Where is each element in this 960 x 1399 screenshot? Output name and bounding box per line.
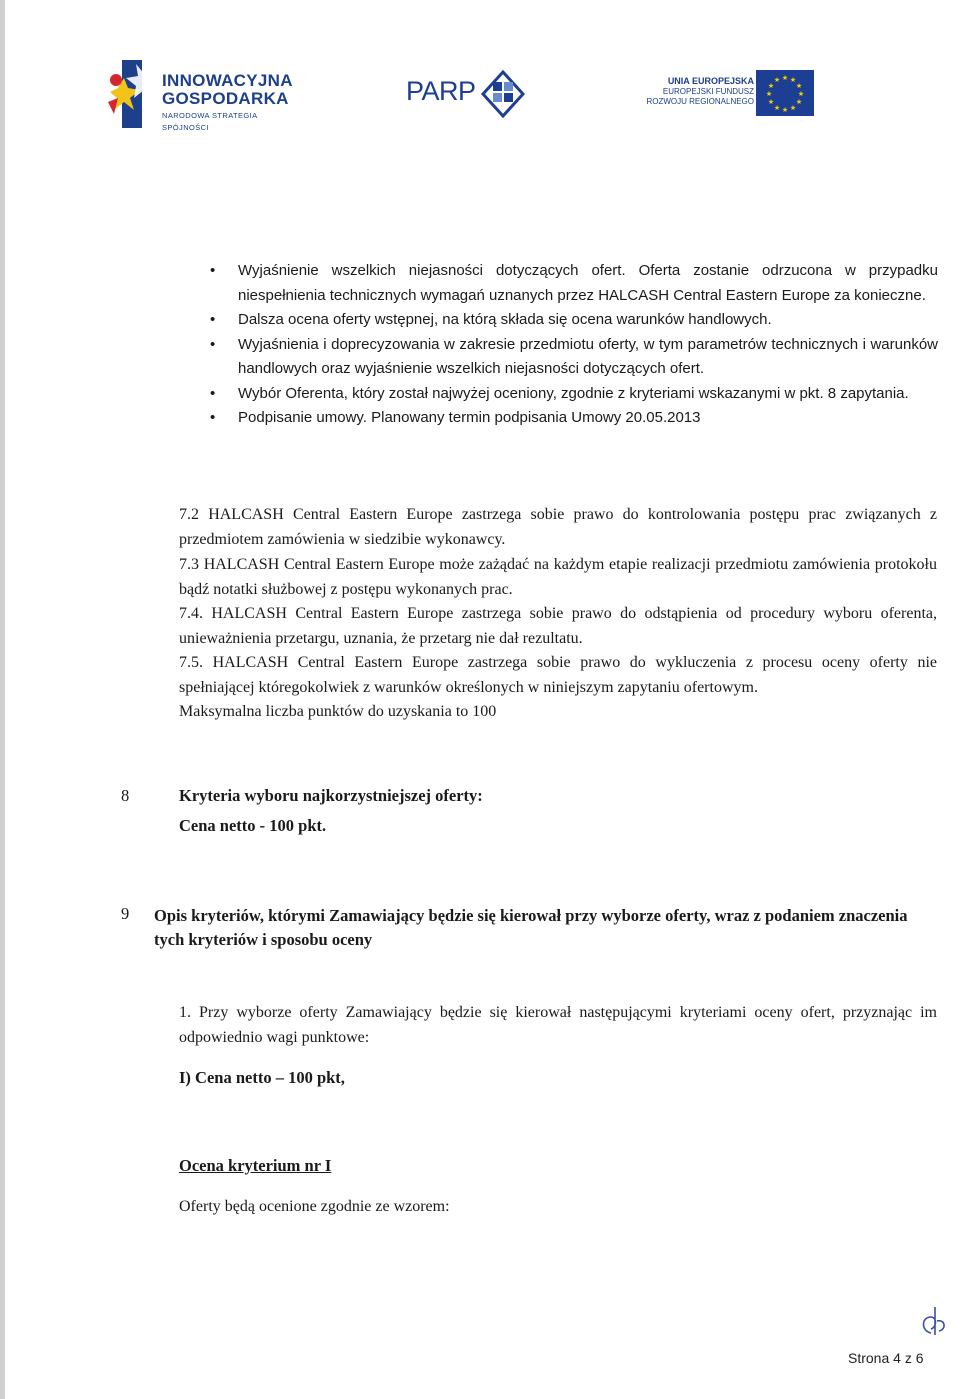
eu-title: UNIA EUROPEJSKA [667,76,754,86]
svg-text:★: ★ [789,104,797,112]
list-item-text: Dalsza ocena oferty wstępnej, na którą składa się ocena warunków handlowych. [238,311,772,328]
list-item-text: Wybór Oferenta, który został najwyżej oceniony, zgodnie z kryteriami wskazanymi w pkt. 8 zapytania. [238,384,909,402]
list-item [210,333,938,382]
svg-text:★: ★ [773,76,781,84]
svg-text:★: ★ [789,76,797,84]
bullet: • [210,409,216,426]
section-8-title: Kryteria wyboru najkorzystniejszej oferty: [179,786,483,805]
list-item-text: Wyjaśnienia i doprecyzowania w zakresie przedmiotu oferty, w tym parametrów technicznych i warunków handlowych oraz wyjaśnienie wszelkich niejasności dotyczących ofert. [238,335,938,377]
bullet: • [210,311,216,328]
procedure-steps-list [210,259,938,431]
innowacyjna-gospodarka-logo [106,58,306,130]
signature-initials-icon [919,1303,949,1339]
parp-wordmark: PARP [406,76,476,106]
section-8-number: 8 [121,786,130,805]
paragraph-7-5: 7.5. HALCASH Central Eastern Europe zastrzega sobie prawo do wykluczenia z procesu oceny oferty nie spełniającej któregokolwiek z warunków określonych w niniejszym zapytaniu ofertowym. [179,654,937,696]
paragraph-7-4: 7.4. HALCASH Central Eastern Europe zastrzega sobie prawo do odstąpienia od procedury wyboru oferenta, unieważnienia przetargu, uznania, że przetarg nie dał rezultatu. [179,605,937,647]
svg-text:★: ★ [767,98,775,106]
svg-text:★: ★ [781,106,789,114]
eu-fund-line2: ROZWOJU REGIONALNEGO [646,97,754,106]
section-8-subtitle: Cena netto - 100 pkt. [179,816,327,835]
svg-text:★: ★ [781,74,789,82]
bullet: • [210,384,216,402]
list-item [210,259,938,308]
innowacyjna-star-icon [106,58,160,130]
parp-emblem-icon [481,70,525,118]
section-7-paragraphs [179,503,937,725]
list-item [210,382,938,407]
formula-intro: Oferty będą ocenione zgodnie ze wzorem: [179,1198,450,1215]
eu-flag-icon [756,70,814,116]
eu-fund-line1: EUROPEJSKI FUNDUSZ [662,87,754,96]
logo-subtitle: NARODOWA STRATEGIA SPÓJNOŚCI [162,111,258,132]
svg-text:★: ★ [765,90,773,98]
list-item-text: Podpisanie umowy. Planowany termin podpisania Umowy 20.05.2013 [238,409,701,426]
parp-logo [406,70,526,120]
svg-text:★: ★ [773,104,781,112]
section-9-title: Opis kryteriów, którymi Zamawiający będzie się kierował przy wyborze oferty, wraz z podaniem znaczenia tych kryteriów i sposobu oceny [154,906,908,949]
svg-text:★: ★ [795,98,803,106]
bullet: • [210,335,216,353]
bullet: • [210,262,216,279]
logo-title-line2: GOSPODARKA [162,89,289,108]
list-item [210,406,938,431]
list-item [210,308,938,333]
svg-text:★: ★ [795,82,803,90]
section-9-paragraph-1: 1. Przy wyborze oferty Zamawiający będzie się kierował następującymi kryteriami oceny ofert, przyznając im odpowiednio wagi punktowe: [179,1004,937,1046]
scan-edge [0,0,5,1399]
list-item-text: Wyjaśnienie wszelkich niejasności dotyczących ofert. Oferta zostanie odrzucona w przypadku niespełnienia technicznych wymagań uznanych przez HALCASH Central Eastern Europe za konieczne. [238,262,938,304]
eu-fund-logo [620,70,816,120]
max-points-note: Maksymalna liczba punktów do uzyskania to 100 [179,703,497,720]
paragraph-7-2: 7.2 HALCASH Central Eastern Europe zastrzega sobie prawo do kontrolowania postępu prac związanych z przedmiotem zamówienia w siedzibie wykonawcy. [179,506,937,548]
paragraph-7-3: 7.3 HALCASH Central Eastern Europe może zażądać na każdym etapie realizacji przedmiotu zamówienia protokołu bądź notatki służbowej z postępu wykonanych prac. [179,556,937,598]
criterion-1: I) Cena netto – 100 pkt, [179,1068,345,1087]
section-9-number: 9 [121,904,130,923]
svg-text:★: ★ [767,82,775,90]
svg-text:★: ★ [797,90,805,98]
page-number: Strona 4 z 6 [848,1350,924,1366]
logo-title-line1: INNOWACYJNA [162,71,293,90]
criterion-1-heading: Ocena kryterium nr I [179,1156,332,1175]
